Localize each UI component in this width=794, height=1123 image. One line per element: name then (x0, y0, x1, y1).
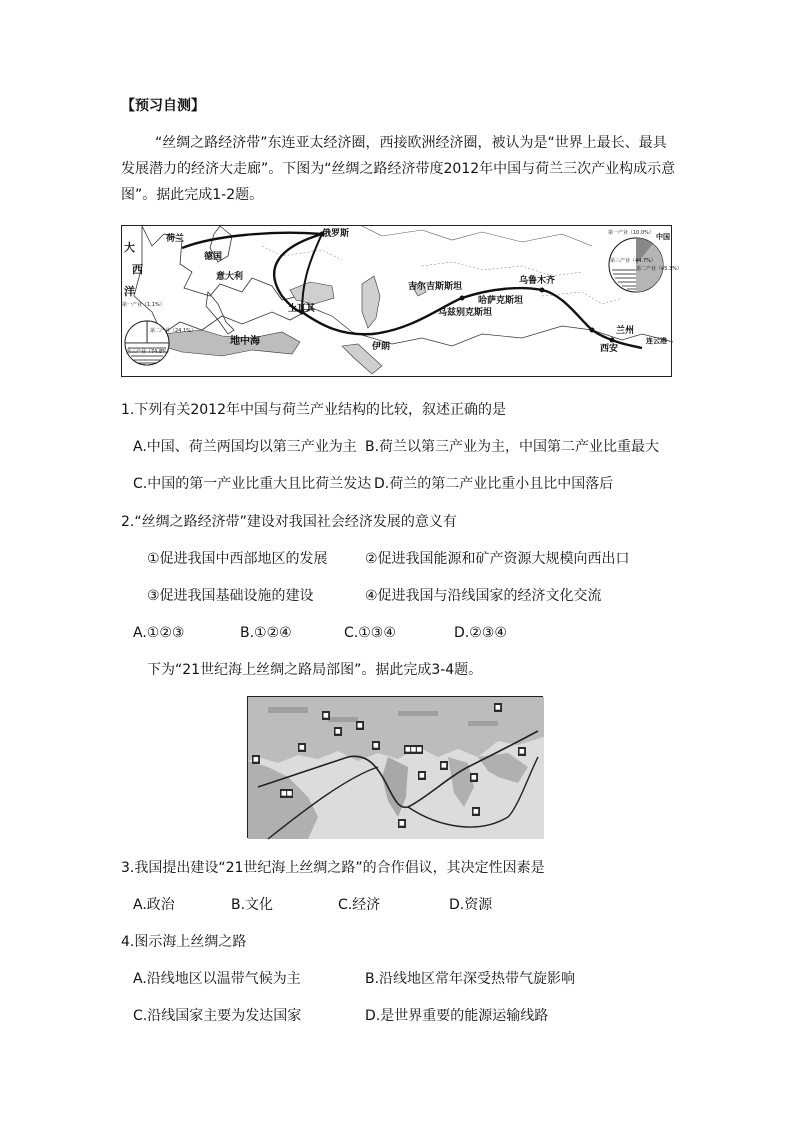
q3-option-d[interactable]: D.资源 (449, 897, 493, 913)
q1-option-c[interactable]: C.中国的第一产业比重大且比荷兰发达 (133, 476, 372, 492)
q3-option-b[interactable]: B.文化 (231, 897, 274, 913)
q1-option-d[interactable]: D.荷兰的第二产业比重小且比中国落后 (374, 476, 614, 492)
q4-option-b[interactable]: B.沿线地区常年深受热带气旋影响 (365, 971, 576, 987)
silk-road-economic-belt-map (121, 225, 682, 377)
label-hasake: 哈萨克斯坦 (478, 296, 524, 306)
intro-line-2: 发展潜力的经济大走廊”。下图为“丝绸之路经济带度2012年中国与荷兰三次产业构成示意 (121, 161, 676, 177)
label-helan: 荷兰 (166, 234, 185, 244)
label-xi: 西 (132, 263, 143, 276)
q1-option-b[interactable]: B.荷兰以第三产业为主，中国第二产业比重最大 (365, 439, 660, 455)
q4-option-a[interactable]: A.沿线地区以温带气候为主 (133, 971, 301, 987)
cn-pie-tertiary: 第三产业（44.7%） (610, 258, 656, 264)
map2-port-tag: ■ (323, 712, 329, 719)
map2-port-tag: ■ (253, 756, 259, 763)
nl-pie-primary: 第一产业（1.1%） (122, 302, 165, 308)
label-lianyun: 连云港 (646, 337, 667, 345)
intro-line-1: “丝绸之路经济带”东连亚太经济圈，西接欧洲经济圈，被认为是“世界上最长、最具 (155, 135, 667, 151)
label-wuzibieke: 乌兹别克斯坦 (438, 308, 493, 318)
map2-background (248, 697, 544, 839)
q2-option-d[interactable]: D.②③④ (454, 625, 507, 641)
map2-port-tag: ■ (399, 820, 405, 827)
label-yilang: 伊朗 (372, 342, 391, 352)
label-dizhonghai: 地中海 (230, 336, 260, 347)
q2-option-c[interactable]: C.①③④ (344, 625, 396, 641)
label-jierjisi: 吉尔吉斯斯坦 (408, 282, 463, 292)
map2-port-tag: ■ (357, 722, 363, 729)
cn-pie-secondary: 第二产业（45.3%） (636, 266, 682, 272)
map2-port-tag: ■ (519, 748, 525, 755)
maritime-silk-road-map (247, 696, 543, 838)
nl-pie-secondary: 第二产业（24.1%） (150, 328, 196, 334)
label-deguo: 德国 (204, 252, 223, 262)
q2-statement-3: ③促进我国基础设施的建设 (147, 588, 314, 604)
label-eluosi: 俄罗斯 (322, 229, 350, 239)
q2-option-b[interactable]: B.①②④ (240, 625, 292, 641)
intro-line-3: 图”。据此完成1-2题。 (121, 187, 264, 203)
q1-stem: 1.下列有关2012年中国与荷兰产业结构的比较，叙述正确的是 (121, 402, 506, 418)
q2-stem: 2.“丝绸之路经济带”建设对我国社会经济发展的意义有 (121, 514, 457, 530)
q4-option-d[interactable]: D.是世界重要的能源运输线路 (365, 1008, 549, 1024)
map2-port-tag: ■■■ (405, 746, 423, 753)
label-zhongguo: 中国 (656, 233, 670, 241)
label-lanzhou: 兰州 (616, 326, 635, 336)
q3-option-a[interactable]: A.政治 (133, 897, 175, 913)
q3-stem: 3.我国提出建设“21世纪海上丝绸之路”的合作倡议，其决定性因素是 (121, 860, 545, 876)
nl-pie-tertiary: 第三产业（74.8%） (126, 349, 172, 355)
q2-statement-2: ②促进我国能源和矿产资源大规模向西出口 (365, 551, 630, 567)
q4-option-c[interactable]: C.沿线国家主要为发达国家 (133, 1008, 302, 1024)
intro-2: 下为“21世纪海上丝绸之路局部图”。据此完成3-4题。 (147, 662, 483, 678)
map2-port-tag: ■ (495, 704, 501, 711)
q3-option-c[interactable]: C.经济 (338, 897, 381, 913)
map2-port-tag: ■ (299, 744, 305, 751)
q2-statement-1: ①促进我国中西部地区的发展 (147, 551, 328, 567)
label-da: 大 (124, 241, 135, 254)
label-xian: 西安 (600, 344, 619, 354)
map2-port-tag: ■■ (281, 790, 293, 797)
map2-port-tag: ■ (473, 808, 479, 815)
label-yidali: 意大利 (216, 272, 244, 282)
section-title: 【预习自测】 (121, 98, 205, 114)
q4-stem: 4.图示海上丝绸之路 (121, 934, 247, 950)
map-background (122, 226, 673, 378)
q1-option-a[interactable]: A.中国、荷兰两国均以第三产业为主 (133, 439, 357, 455)
label-tuerqi: 土耳其 (288, 304, 316, 314)
map2-port-tag: ■ (419, 772, 425, 779)
q2-option-a[interactable]: A.①②③ (133, 625, 185, 641)
cn-pie-primary: 第一产业（10.0%） (608, 230, 654, 236)
map2-port-tag: ■ (373, 742, 379, 749)
q2-statement-4: ④促进我国与沿线国家的经济文化交流 (365, 588, 602, 604)
label-yang: 洋 (124, 285, 135, 298)
map2-port-tag: ■ (335, 728, 341, 735)
label-wulumuqi: 乌鲁木齐 (519, 276, 556, 286)
map2-port-tag: ■ (441, 762, 447, 769)
map2-port-tag: ■ (471, 774, 477, 781)
